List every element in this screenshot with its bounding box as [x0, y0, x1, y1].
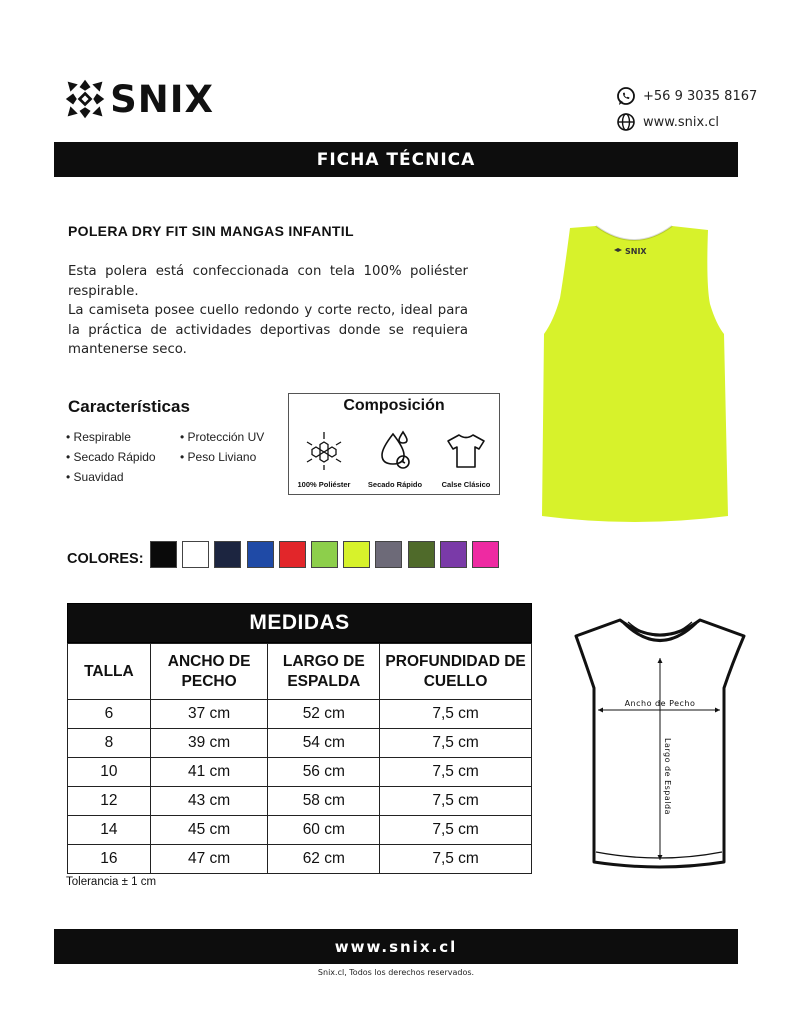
color-swatch[interactable]: [440, 541, 467, 568]
measurements-table: [67, 603, 532, 874]
whatsapp-icon: [616, 86, 636, 106]
table-cell: 7,5 cm: [380, 787, 532, 816]
snix-logo-icon: [64, 76, 106, 122]
table-cell: 39 cm: [150, 729, 268, 758]
table-row: [68, 758, 532, 787]
column-header: LARGO DE ESPALDA: [268, 644, 380, 700]
product-title: POLERA DRY FIT SIN MANGAS INFANTIL: [68, 223, 354, 239]
composition-item: [360, 430, 430, 489]
composition-label: Secado Rápido: [367, 480, 423, 489]
composition-title: Composición: [343, 397, 445, 414]
width-label: Ancho de Pecho: [624, 699, 696, 708]
table-cell: 7,5 cm: [380, 729, 532, 758]
phone-text: +56 9 3035 8167: [643, 88, 758, 104]
table-cell: 6: [68, 700, 151, 729]
composition-label: 100% Poliéster: [297, 480, 351, 489]
color-swatch[interactable]: [150, 541, 177, 568]
table-cell: 54 cm: [268, 729, 380, 758]
table-cell: 37 cm: [150, 700, 268, 729]
table-row: [68, 729, 532, 758]
column-header: TALLA: [68, 644, 151, 700]
features-title: Características: [68, 397, 190, 416]
shirt-logo-text: SNIX: [625, 247, 647, 256]
table-row: [68, 700, 532, 729]
measurements-title: MEDIDAS: [67, 603, 532, 643]
table-cell: 58 cm: [268, 787, 380, 816]
color-swatch[interactable]: [343, 541, 370, 568]
contact-website[interactable]: [616, 112, 719, 132]
table-cell: 7,5 cm: [380, 816, 532, 845]
table-cell: 7,5 cm: [380, 758, 532, 787]
tolerance-note: Tolerancia ± 1 cm: [66, 876, 157, 888]
color-swatch[interactable]: [214, 541, 241, 568]
water-drop-icon: [374, 430, 416, 472]
footer-website[interactable]: www.snix.cl: [334, 937, 458, 956]
table-cell: 62 cm: [268, 845, 380, 874]
table-cell: 10: [68, 758, 151, 787]
color-swatch[interactable]: [408, 541, 435, 568]
footer-bar: [54, 929, 738, 964]
column-header: PROFUNDIDAD DE CUELLO: [380, 644, 532, 700]
table-row: [68, 787, 532, 816]
composition-label: Calse Clásico: [441, 480, 491, 489]
color-swatch[interactable]: [375, 541, 402, 568]
table-cell: 7,5 cm: [380, 845, 532, 874]
composition-item: [431, 430, 501, 489]
length-label: Largo de Espalda: [663, 738, 672, 815]
color-swatches: [150, 541, 504, 568]
brand-logo: [64, 76, 214, 122]
table-row: [68, 845, 532, 874]
color-swatch[interactable]: [311, 541, 338, 568]
description-paragraph-2: La camiseta posee cuello redondo y corte recto, ideal para la práctica de actividades deportivas donde se requiera mantenerse seco.: [68, 303, 468, 357]
tshirt-icon: [445, 430, 487, 472]
color-swatch[interactable]: [182, 541, 209, 568]
table-cell: 45 cm: [150, 816, 268, 845]
table-row: [68, 816, 532, 845]
color-swatch[interactable]: [472, 541, 499, 568]
table-cell: 52 cm: [268, 700, 380, 729]
colors-label: COLORES:: [67, 551, 144, 567]
composition-box: [288, 393, 500, 495]
feature-item: • Secado Rápido: [66, 450, 156, 464]
table-header-row: [68, 644, 532, 700]
page-title: FICHA TÉCNICA: [316, 149, 476, 170]
feature-item: • Respirable: [66, 430, 131, 444]
table-cell: 41 cm: [150, 758, 268, 787]
contact-phone[interactable]: [616, 86, 757, 106]
description-paragraph-1: Esta polera está confeccionada con tela 100% poliéster respirable.: [68, 264, 468, 299]
feature-item: • Peso Liviano: [180, 450, 257, 464]
table-cell: 60 cm: [268, 816, 380, 845]
copyright-note: Snix.cl, Todos los derechos reservados.: [317, 968, 475, 977]
ficha-tecnica-bar: [54, 142, 738, 177]
table-cell: 47 cm: [150, 845, 268, 874]
globe-icon: [616, 112, 636, 132]
color-swatch[interactable]: [247, 541, 274, 568]
column-header: ANCHO DE PECHO: [150, 644, 268, 700]
website-text: www.snix.cl: [643, 114, 720, 130]
measurement-diagram: [572, 614, 748, 876]
table-cell: 14: [68, 816, 151, 845]
brand-name: SNIX: [110, 77, 214, 121]
feature-item: • Protección UV: [180, 430, 265, 444]
hexagon-fabric-icon: [303, 430, 345, 472]
feature-item: • Suavidad: [66, 470, 124, 484]
table-cell: 56 cm: [268, 758, 380, 787]
product-shirt-image: [538, 224, 730, 526]
composition-item: [289, 430, 359, 489]
table-cell: 7,5 cm: [380, 700, 532, 729]
table-cell: 16: [68, 845, 151, 874]
product-description: [68, 262, 468, 360]
table-cell: 12: [68, 787, 151, 816]
color-swatch[interactable]: [279, 541, 306, 568]
table-cell: 43 cm: [150, 787, 268, 816]
table-cell: 8: [68, 729, 151, 758]
